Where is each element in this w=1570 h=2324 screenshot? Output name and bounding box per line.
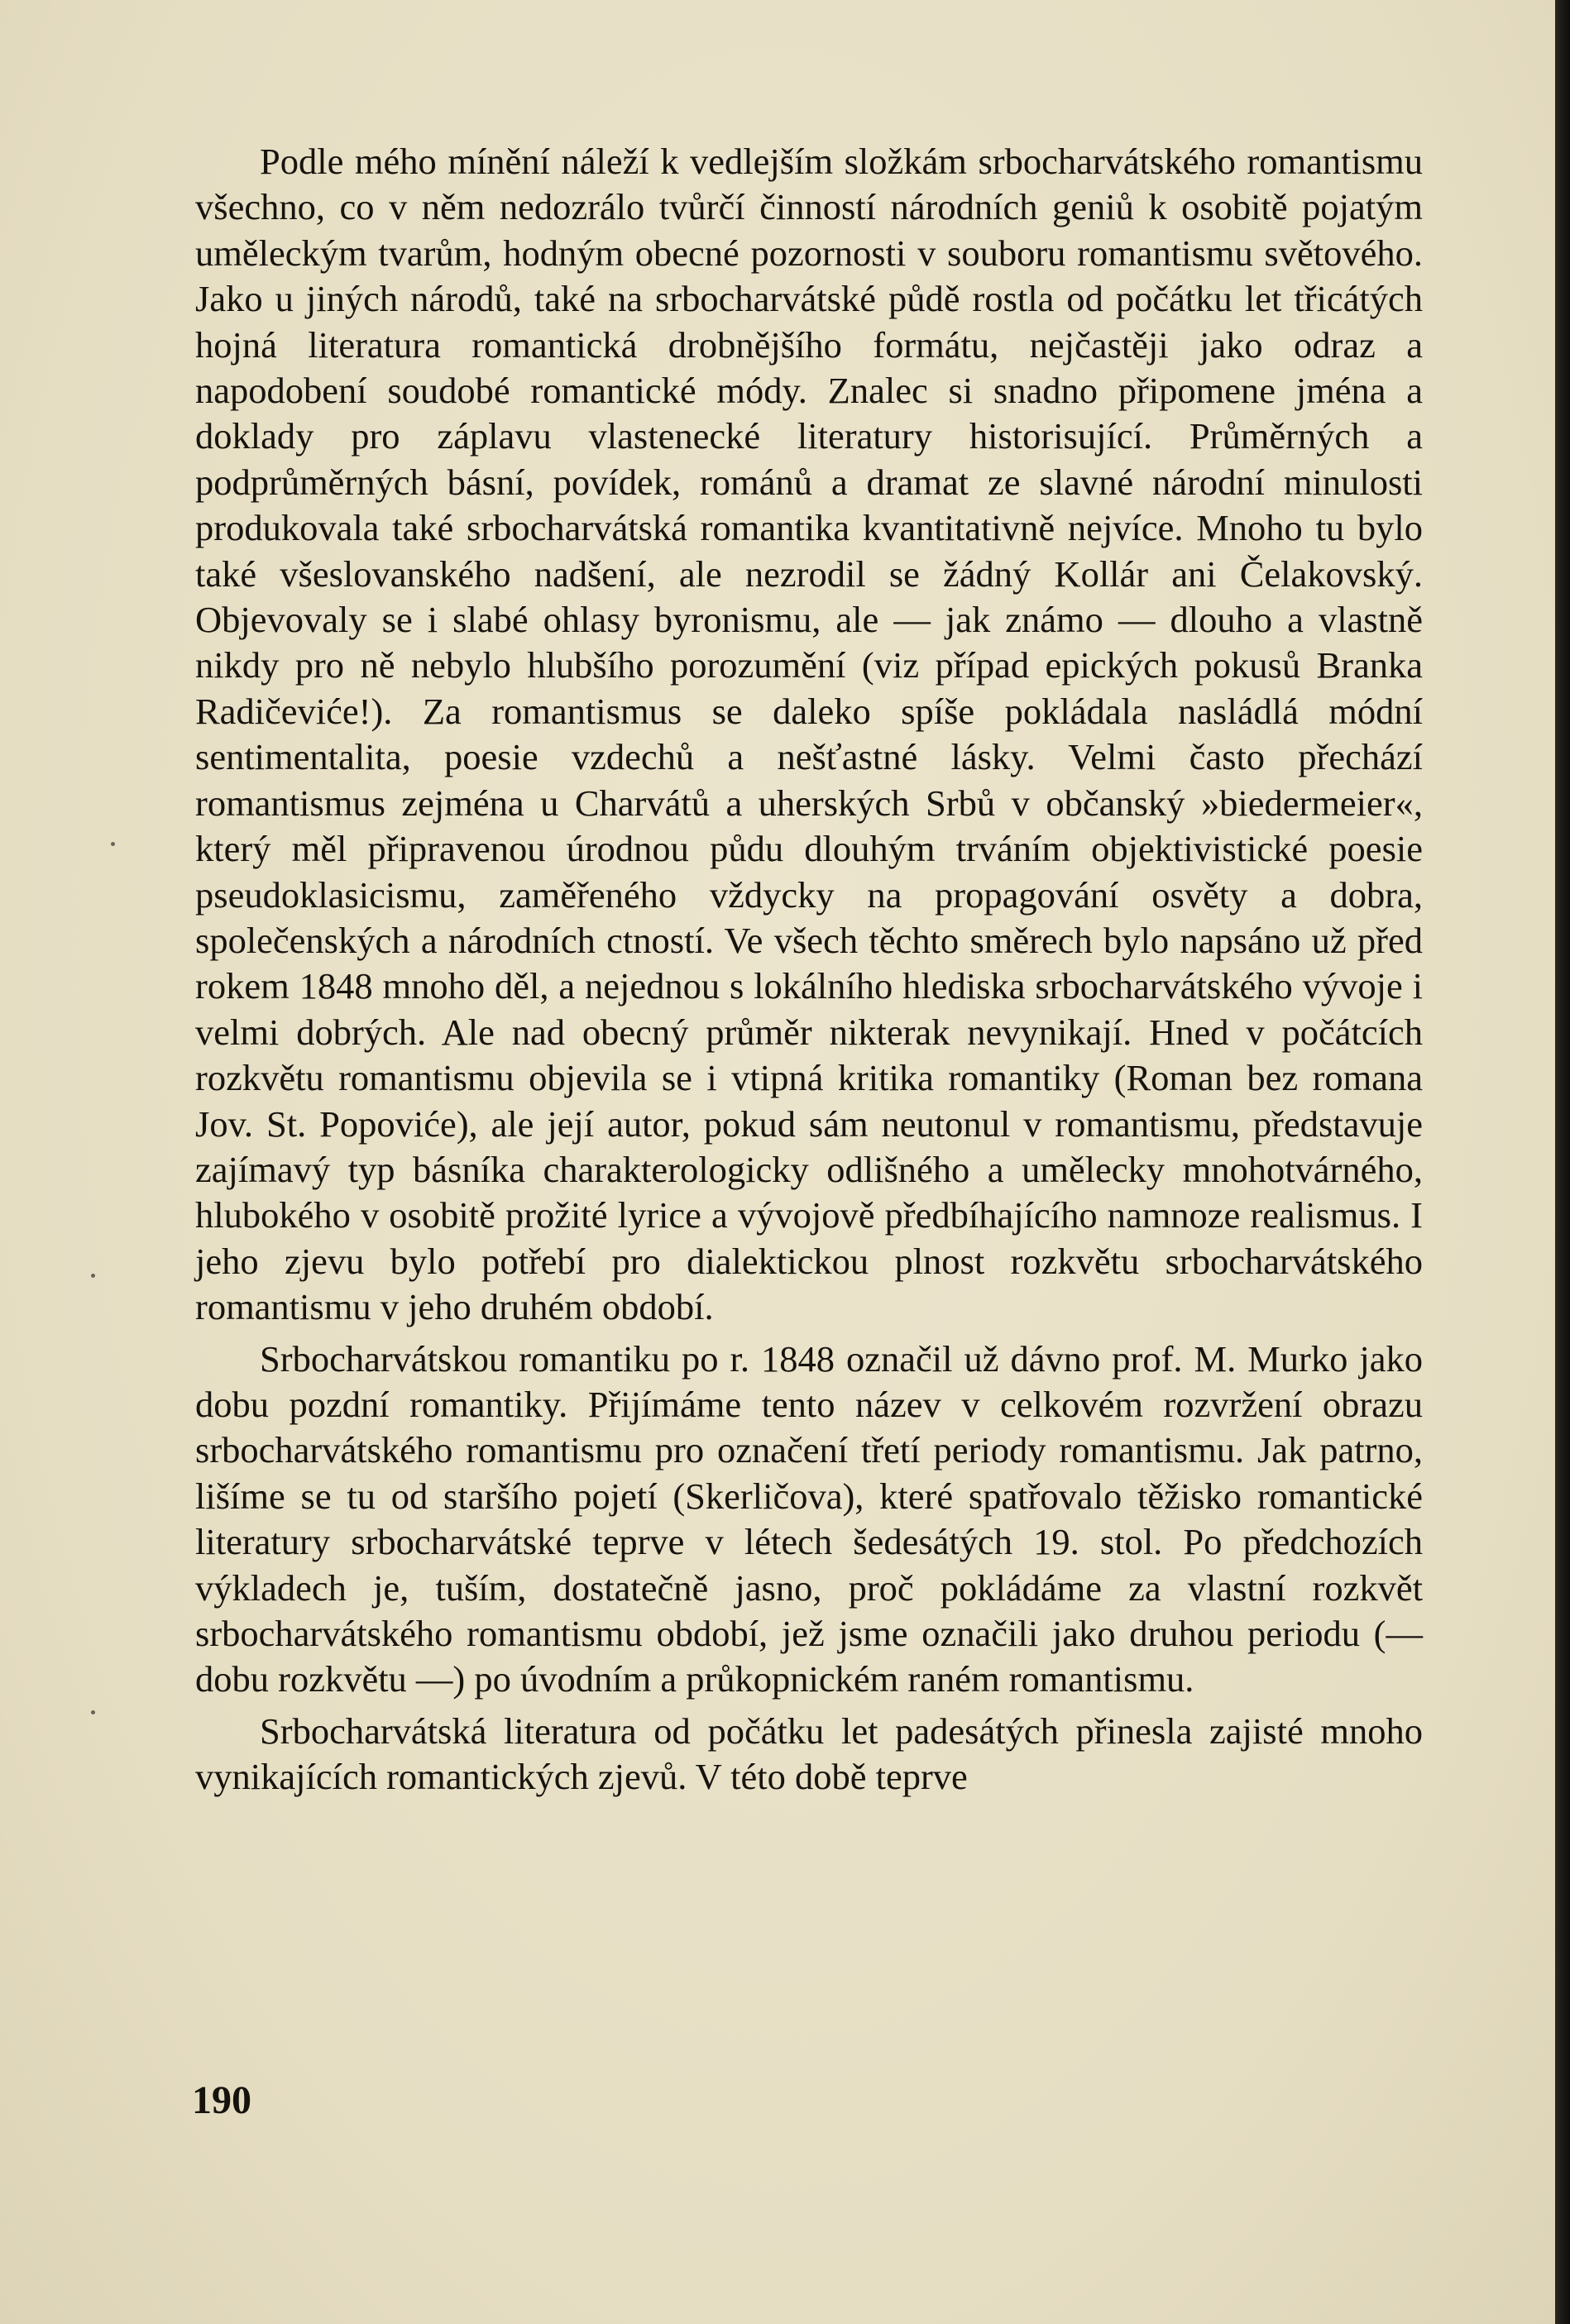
paragraph-3: Srbocharvátská literatura od počátku let padesátých přinesla zajisté mnoho vynikajících romantických zjevů. V této době teprve <box>195 1710 1423 1798</box>
book-spine-edge <box>1555 0 1570 2324</box>
paragraph-2: Srbocharvátskou romantiku po r. 1848 označil už dávno prof. M. Murko jako dobu pozdní romantiky. Přijímáme tento název v celkovém rozvržení obrazu srbocharvátského romantismu pro označení třetí periody romantismu. Jak patrno, lišíme se tu od staršího pojetí (Skerličova), které spatřovalo těžisko romantické literatury srbocharvátské teprve v létech šedesátých 19. stol. Po předchozích výkladech je, tuším, dostatečně jasno, proč pokládáme za vlastní rozkvět srbocharvátského romantismu období, jež jsme označili jako druhou periodu (— dobu rozkvětu —) po úvodním a průkopnickém raném romantismu. <box>195 1337 1423 1700</box>
margin-speck <box>91 1274 95 1278</box>
paragraph-1: Podle mého mínění náleží k vedlejším složkám srbocharvátského romantismu všechno, co v něm nedozrálo tvůrčí činností národních geniů k osobitě pojatým uměleckým tvarům, hodným obecné pozornosti v souboru romantismu světového. Jako u jiných národů, také na srbocharvátské půdě rostla od počátku let třicátých hojná literatura romantická drobnějšího formátu, nejčastěji jako odraz a napodobení soudobé romantické módy. Znalec si snadno připomene jména a doklady pro záplavu vlastenecké literatury historisující. Průměrných a podprůměrných básní, povídek, románů a dramat ze slavné národní minulosti produkovala také srbocharvátská romantika kvantitativně nejvíce. Mnoho tu bylo také všeslovanského nadšení, ale nezrodil se žádný Kollár ani Čelakovský. Objevovaly se i slabé ohlasy byronismu, ale — jak známo — dlouho a vlastně nikdy pro ně nebylo hlubšího porozumění (viz případ epických pokusů Branka Radičeviće!). Za romantismus se daleko spíše pokládala nasládlá módní sentimentalita, poesie vzdechů a nešťastné lásky. Velmi často přechází romantismus zejména u Charvátů a uherských Srbů v občanský »biedermeier«, který měl připravenou úrodnou půdu dlouhým trváním objektivistické poesie pseudoklasicismu, zaměřeného vždycky na propagování osvěty a dobra, společenských a národních ctností. Ve všech těchto směrech bylo napsáno už před rokem 1848 mnoho děl, a nejednou s lokálního hlediska srbocharvátského vývoje i velmi dobrých. Ale nad obecný průměr nikterak nevynikají. Hned v počátcích rozkvětu romantismu objevila se i vtipná kritika romantiky (Roman bez romana Jov. St. Popoviće), ale její autor, pokud sám neutonul v romantismu, představuje zajímavý typ básníka charakterologicky odlišného a umělecky mnohotvárného, hlubokého v osobitě prožité lyrice a vývojově předbíhajícího namnoze realismus. I jeho zjevu bylo potřebí pro dialektickou plnost rozkvětu srbocharvátského romantismu v jeho druhém období. <box>195 141 1423 1328</box>
body-text <box>195 139 1423 1800</box>
margin-speck <box>111 842 115 846</box>
page-number: 190 <box>192 2078 251 2122</box>
margin-speck <box>91 1710 95 1714</box>
